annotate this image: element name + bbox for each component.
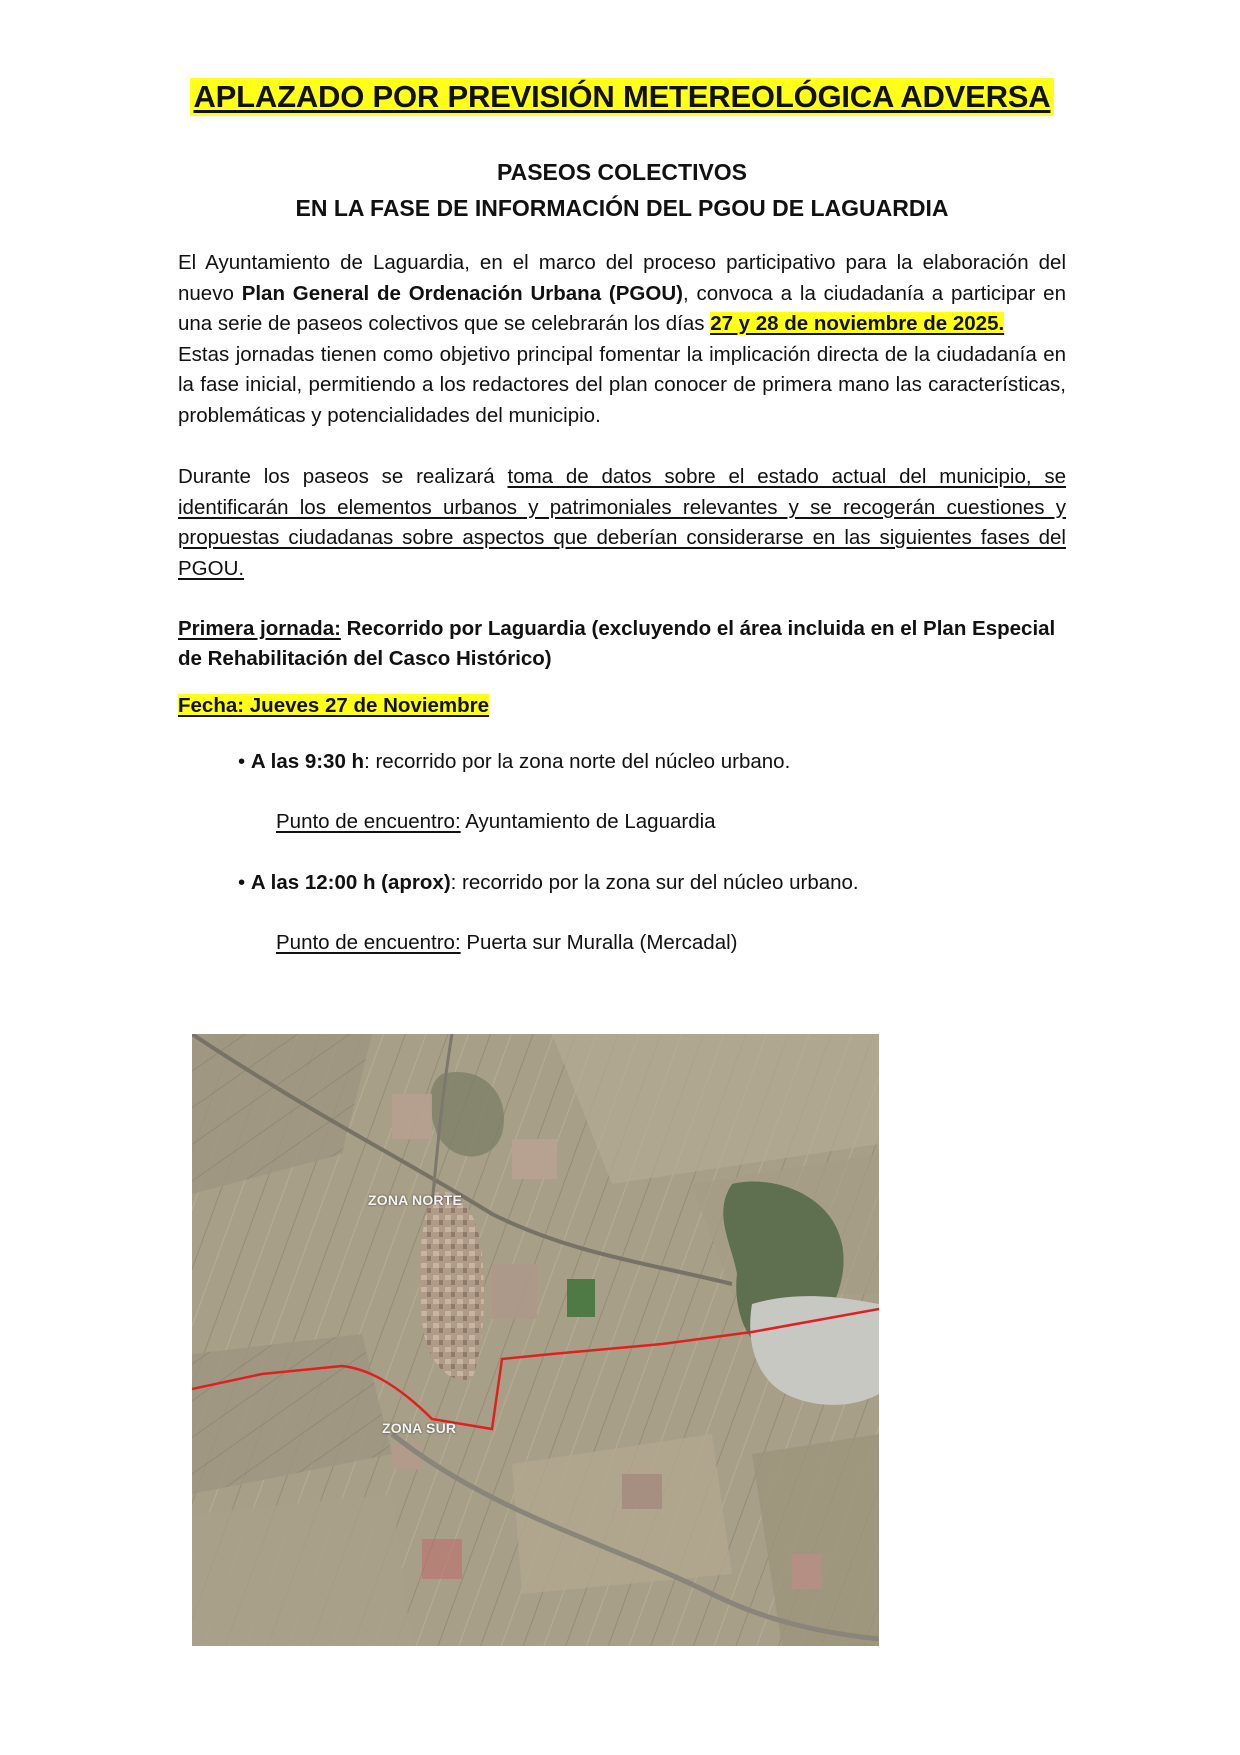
during-paragraph	[178, 462, 1066, 584]
first-day-date: Fecha: Jueves 27 de Noviembre	[178, 694, 490, 717]
meeting-point-north	[276, 807, 1066, 837]
bullet-icon: •	[238, 750, 246, 773]
during-underlined-text: toma de datos sobre el estado actual del municipio, se identificarán los elementos urbanos y patrimoniales relevantes y se recogerán cuestiones y propuestas ciudadanas sobre aspectos que deberían considerarse en las siguientes fases del PGOU.	[178, 465, 1066, 580]
objective-paragraph: Estas jornadas tienen como objetivo principal fomentar la implicación directa de la ciudadanía en la fase inicial, permitiendo a los redactores del plan conocer de primera mano las características, problemáticas y potencialidades del municipio.	[178, 342, 1066, 427]
meeting-point-south	[276, 928, 1066, 958]
walk-item-north	[238, 747, 1066, 777]
title-line-1: PASEOS COLECTIVOS	[496, 159, 748, 185]
first-day-route: Recorrido por Laguardia (excluyendo el área incluida en el Plan Especial de Rehabilitación del Casco Histórico)	[178, 617, 1056, 670]
first-day-heading	[178, 614, 1066, 674]
walk-time: A las 12:00 h (aprox)	[250, 871, 451, 894]
map-building-block-7	[792, 1554, 822, 1589]
plan-name: Plan General de Ordenación Urbana (PGOU)	[241, 281, 683, 305]
map-label-north: ZONA NORTE	[368, 1192, 463, 1208]
map-building-block-5	[622, 1474, 662, 1509]
during-text: Durante los paseos se realizará	[178, 465, 508, 488]
intro-text-2: , convoca a la ciudadanía a participar en una serie de paseos colectivos que se celebrarán los días	[178, 281, 1066, 335]
walk-dates: 27 y 28 de noviembre de 2025.	[710, 312, 1005, 335]
map-building-block-2	[512, 1139, 557, 1179]
meeting-place: Ayuntamiento de Laguardia	[460, 810, 716, 833]
walk-time: A las 9:30 h	[250, 750, 365, 773]
aerial-map-graphic	[192, 1034, 879, 1646]
map-building-block-3	[492, 1264, 537, 1319]
postponed-banner-wrap	[178, 78, 1066, 116]
first-day-label: Primera jornada:	[178, 617, 341, 640]
title-line-2: EN LA FASE DE INFORMACIÓN DEL PGOU DE LAGUARDIA	[295, 195, 949, 221]
map-building-block-6	[422, 1539, 462, 1579]
postponed-banner: APLAZADO POR PREVISIÓN METEREOLÓGICA ADVERSA	[190, 78, 1055, 116]
map-label-south: ZONA SUR	[382, 1420, 457, 1436]
meeting-label: Punto de encuentro:	[276, 931, 461, 954]
intro-paragraph	[178, 248, 1066, 340]
bullet-icon: •	[238, 871, 246, 894]
map-field-7	[192, 1494, 412, 1646]
aerial-map-image	[192, 1034, 879, 1646]
first-day-date-line	[178, 691, 1066, 721]
walk-item-south	[238, 868, 1066, 898]
document-title	[178, 154, 1066, 226]
walk-description: : recorrido por la zona norte del núcleo urbano.	[364, 750, 791, 773]
map-sports-field	[567, 1279, 595, 1317]
intro-text-1: El Ayuntamiento de Laguardia, en el marco del proceso participativo para la elaboración del nuevo	[178, 251, 1066, 305]
walk-description: : recorrido por la zona sur del núcleo urbano.	[450, 871, 859, 894]
meeting-place: Puerta sur Muralla (Mercadal)	[460, 931, 738, 954]
document-page	[178, 78, 1066, 958]
meeting-label: Punto de encuentro:	[276, 810, 461, 833]
map-building-block-1	[392, 1094, 432, 1139]
